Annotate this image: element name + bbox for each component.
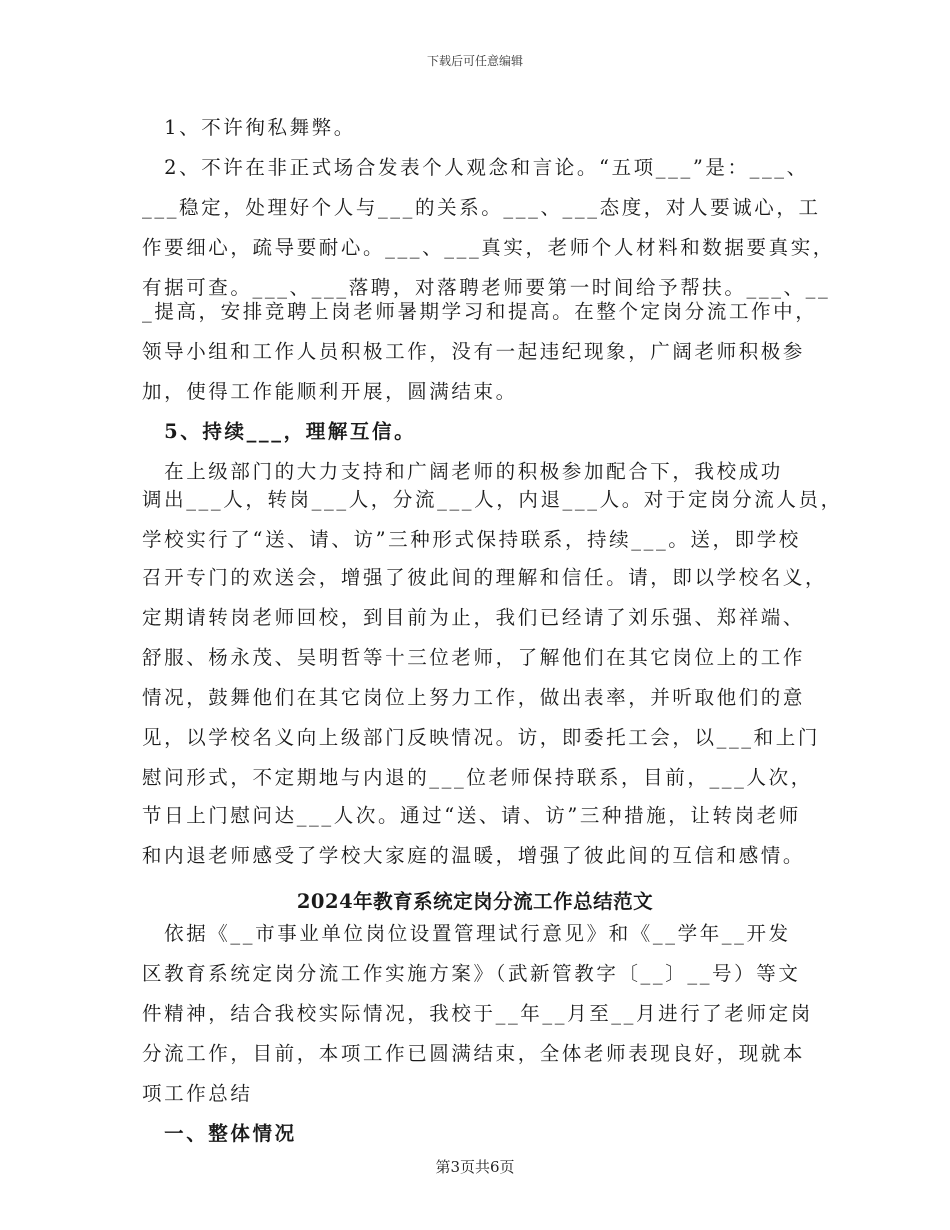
text-line: 召开专门的欢送会，增强了彼此间的理解和信任。请，即以学校名义，	[142, 566, 828, 589]
text-line: 1、不许徇私舞弊。	[142, 116, 356, 139]
text-line: 2、不许在非正式场合发表个人观念和言论。“五项___”是：___、	[142, 156, 809, 179]
section-heading: 一、整体情况	[142, 1122, 297, 1145]
text-line: 加，使得工作能顺利开展，圆满结束。	[142, 380, 518, 403]
section-heading: 5、持续___，理解互信。	[142, 420, 417, 443]
section-title: 2024年教育系统定岗分流工作总结范文	[296, 890, 654, 913]
text-line: 定期请转岗老师回校，到目前为止，我们已经请了刘乐强、郑祥端、	[142, 606, 806, 629]
text-line: 慰问形式，不定期地与内退的___位老师保持联系，目前，___人次，	[142, 766, 813, 789]
text-line: 分流工作，目前，本项工作已圆满结束，全体老师表现良好，现就本	[142, 1042, 806, 1065]
page-header: 下载后可任意编辑	[426, 54, 523, 68]
text-line: 学校实行了“送、请、访”三种形式保持联系，持续___。送，即学校	[142, 528, 801, 551]
text-line: 区教育系统定岗分流工作实施方案》（武新管教字〔__〕__号）等文	[142, 962, 801, 985]
text-line: 作要细心，疏导要耐心。___、___真实，老师个人材料和数据要真实，	[142, 236, 835, 259]
text-line: 节日上门慰问达___人次。通过“送、请、访”三种措施，让转岗老师	[142, 804, 801, 827]
text-line: 依据《__市事业单位岗位设置管理试行意见》和《__学年__开发	[142, 922, 791, 945]
text-line: 情况，鼓舞他们在其它岗位上努力工作，做出表率，并听取他们的意	[142, 686, 806, 709]
text-line: 调出___人，转岗___人，分流___人，内退___人。对于定岗分流人员，	[142, 488, 843, 511]
page-footer: 第3页共6页	[435, 1158, 515, 1176]
text-line: 在上级部门的大力支持和广阔老师的积极参加配合下，我校成功	[142, 460, 783, 483]
text-line: 和内退老师感受了学校大家庭的温暖，增强了彼此间的互信和感情。	[142, 844, 806, 867]
text-line: 有据可查。___、___落聘，对落聘老师要第一时间给予帮扶。___、__	[142, 276, 831, 299]
text-line: 舒服、杨永茂、吴明哲等十三位老师，了解他们在其它岗位上的工作	[142, 646, 806, 669]
text-line: 项工作总结	[142, 1082, 253, 1105]
text-line: 领导小组和工作人员积极工作，没有一起违纪现象，广阔老师积极参	[142, 340, 806, 363]
text-line: 件精神，结合我校实际情况，我校于__年__月至__月进行了老师定岗	[142, 1002, 813, 1025]
text-line: 见，以学校名义向上级部门反映情况。访，即委托工会，以___和上门	[142, 726, 820, 749]
text-line: _提高，安排竞聘上岗老师暑期学习和提高。在整个定岗分流工作中，	[142, 300, 818, 323]
text-line: ___稳定，处理好个人与___的关系。___、___态度，对人要诚心，工	[142, 196, 821, 219]
